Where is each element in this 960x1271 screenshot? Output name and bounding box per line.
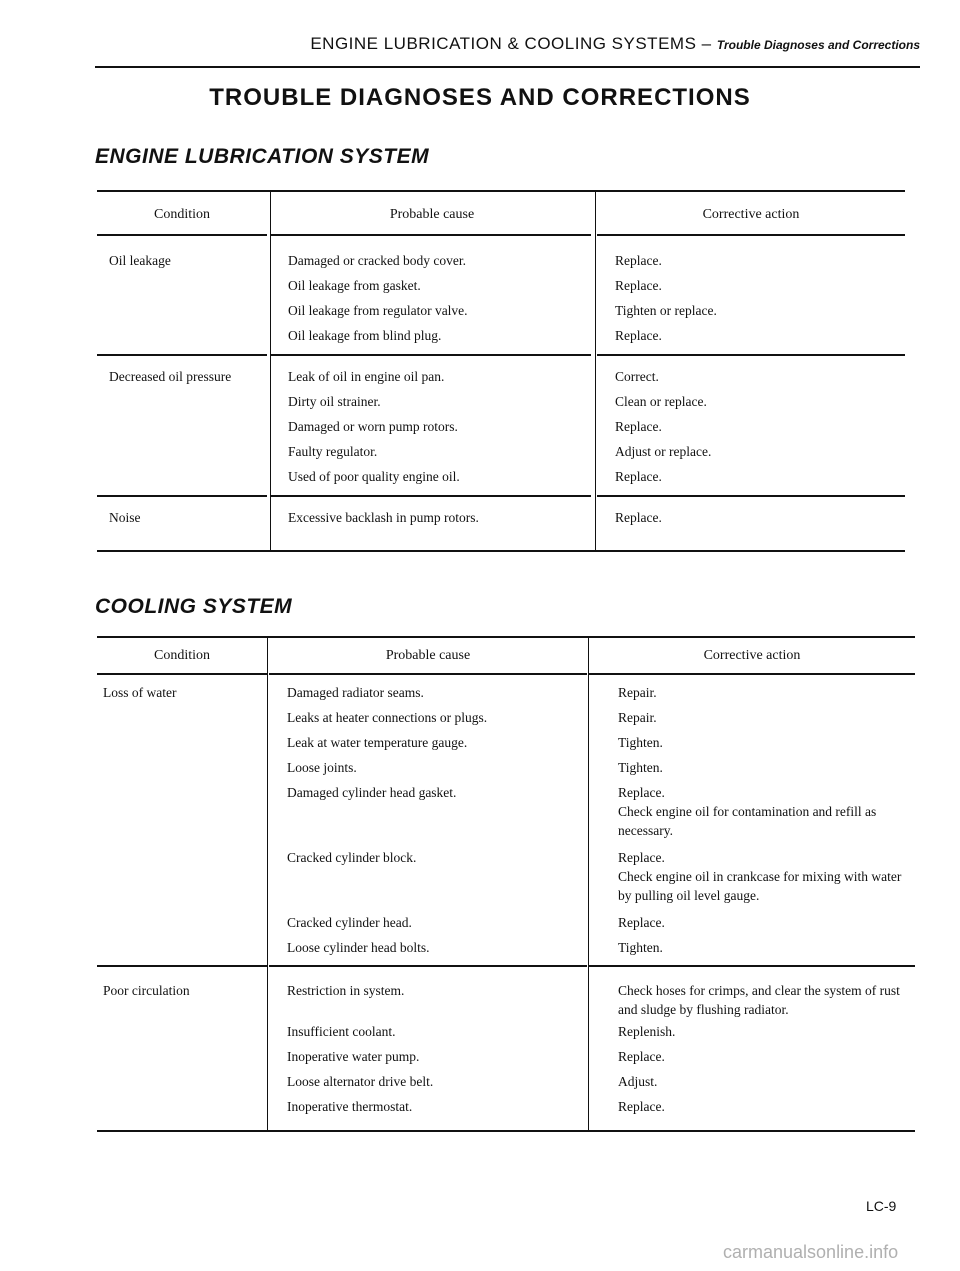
table-top-rule [97, 190, 905, 192]
group-rule [597, 354, 905, 356]
page-title: TROUBLE DIAGNOSES AND CORRECTIONS [209, 84, 751, 111]
action-line: Replace. [615, 278, 662, 293]
header-rule [95, 66, 920, 68]
cause-cell: Restriction in system. [287, 983, 405, 998]
action-line: Check engine oil for contamination and refill as necessary. [618, 804, 877, 838]
column-header: Corrective action [703, 648, 801, 663]
header-rule [271, 234, 591, 236]
action-cell [618, 981, 913, 1019]
cause-cell: Damaged or worn pump rotors. [288, 419, 458, 434]
action-line: Replace. [618, 915, 665, 930]
action-cell [618, 758, 913, 777]
action-line: Replenish. [618, 1024, 676, 1039]
action-cell [618, 683, 913, 702]
group-rule [271, 495, 591, 497]
column-header: Condition [153, 648, 210, 663]
cause-cell: Damaged or cracked body cover. [288, 253, 467, 268]
action-line: Replace. [615, 253, 662, 268]
action-line: Correct. [615, 369, 659, 384]
action-cell [618, 1022, 913, 1041]
group-rule [271, 354, 591, 356]
action-cell [618, 938, 913, 957]
action-line: Replace. [615, 419, 662, 434]
group-rule [597, 495, 905, 497]
cause-cell: Insufficient coolant. [287, 1024, 396, 1039]
table-bottom-rule [97, 550, 905, 552]
column-header: Probable cause [389, 207, 475, 222]
header-rule [97, 673, 267, 675]
cause-cell: Damaged radiator seams. [287, 685, 424, 700]
action-cell [615, 367, 895, 386]
action-cell [618, 708, 913, 727]
group-rule [97, 354, 267, 356]
lubrication-table [97, 190, 905, 552]
table-top-rule [97, 636, 915, 638]
action-line: Tighten. [618, 735, 663, 750]
action-cell [615, 326, 895, 345]
cause-cell: Oil leakage from blind plug. [288, 328, 442, 343]
column-header: Corrective action [702, 207, 800, 222]
action-line: Replace. [618, 785, 665, 800]
action-cell [615, 276, 895, 295]
cause-cell: Leak of oil in engine oil pan. [288, 369, 445, 384]
cause-cell: Oil leakage from regulator valve. [288, 303, 468, 318]
action-cell [615, 417, 895, 436]
condition-cell: Loss of water [103, 685, 177, 700]
running-title: ENGINE LUBRICATION & COOLING SYSTEMS [310, 34, 697, 53]
action-line: Clean or replace. [615, 394, 707, 409]
column-divider [588, 638, 589, 1132]
action-line: Tighten or replace. [615, 303, 717, 318]
cause-cell: Leak at water temperature gauge. [287, 735, 468, 750]
cause-cell: Loose cylinder head bolts. [287, 940, 430, 955]
action-line: Check engine oil in crankcase for mixing with water by pulling oil level gauge. [618, 869, 902, 903]
action-line: Tighten. [618, 760, 663, 775]
action-cell [618, 1072, 913, 1091]
cooling-section-title: COOLING SYSTEM [95, 595, 293, 618]
action-cell [615, 442, 895, 461]
cause-cell: Loose joints. [287, 760, 357, 775]
group-rule [97, 495, 267, 497]
cause-cell: Leaks at heater connections or plugs. [287, 710, 488, 725]
action-line: Replace. [618, 850, 665, 865]
running-header: ENGINE LUBRICATION & COOLING SYSTEMS – Trouble Diagnoses and Corrections [310, 34, 920, 53]
header-rule [97, 234, 267, 236]
action-cell [618, 1097, 913, 1116]
running-subtitle: Trouble Diagnoses and Corrections [716, 38, 920, 52]
action-cell [615, 301, 895, 320]
action-line: Tighten. [618, 940, 663, 955]
action-cell [618, 1047, 913, 1066]
condition-cell: Noise [109, 510, 141, 525]
table-bottom-rule [97, 1130, 915, 1132]
lubrication-section-title: ENGINE LUBRICATION SYSTEM [95, 145, 430, 168]
cause-cell: Damaged cylinder head gasket. [287, 785, 457, 800]
action-line: Repair. [618, 710, 657, 725]
action-line: Replace. [615, 469, 662, 484]
group-rule [97, 965, 267, 967]
cause-cell: Dirty oil strainer. [288, 394, 381, 409]
action-cell [615, 508, 895, 527]
header-rule [269, 673, 587, 675]
cause-cell: Excessive backlash in pump rotors. [288, 510, 479, 525]
column-divider [595, 192, 596, 552]
action-line: Repair. [618, 685, 657, 700]
cause-cell: Oil leakage from gasket. [288, 278, 421, 293]
cooling-table [97, 636, 915, 1132]
action-line: Replace. [618, 1049, 665, 1064]
column-header: Condition [153, 207, 210, 222]
action-cell [615, 251, 895, 270]
action-cell [615, 467, 895, 486]
action-line: Replace. [615, 510, 662, 525]
cause-cell: Faulty regulator. [288, 444, 378, 459]
action-line: Check hoses for crimps, and clear the system of rust and sludge by flushing radiator. [618, 983, 900, 1017]
cause-cell: Inoperative water pump. [287, 1049, 420, 1064]
action-cell [618, 733, 913, 752]
action-cell [618, 848, 913, 905]
action-cell [618, 913, 913, 932]
header-rule [589, 673, 915, 675]
action-line: Replace. [618, 1099, 665, 1114]
action-cell [615, 392, 895, 411]
condition-cell: Oil leakage [109, 253, 171, 268]
group-rule [269, 965, 587, 967]
action-line: Adjust or replace. [615, 444, 712, 459]
group-rule [589, 965, 915, 967]
column-divider [267, 638, 268, 1132]
column-divider [270, 192, 271, 552]
condition-cell: Decreased oil pressure [109, 369, 232, 384]
cause-cell: Loose alternator drive belt. [287, 1074, 434, 1089]
condition-cell: Poor circulation [103, 983, 190, 998]
action-line: Adjust. [618, 1074, 658, 1089]
watermark: carmanualsonline.info [723, 1242, 899, 1262]
cause-cell: Cracked cylinder block. [287, 850, 417, 865]
action-line: Replace. [615, 328, 662, 343]
cause-cell: Inoperative thermostat. [287, 1099, 413, 1114]
column-header: Probable cause [385, 648, 471, 663]
page-number: LC-9 [866, 1198, 897, 1214]
cause-cell: Used of poor quality engine oil. [288, 469, 460, 484]
cause-cell: Cracked cylinder head. [287, 915, 412, 930]
header-rule [597, 234, 905, 236]
action-cell [618, 783, 913, 840]
